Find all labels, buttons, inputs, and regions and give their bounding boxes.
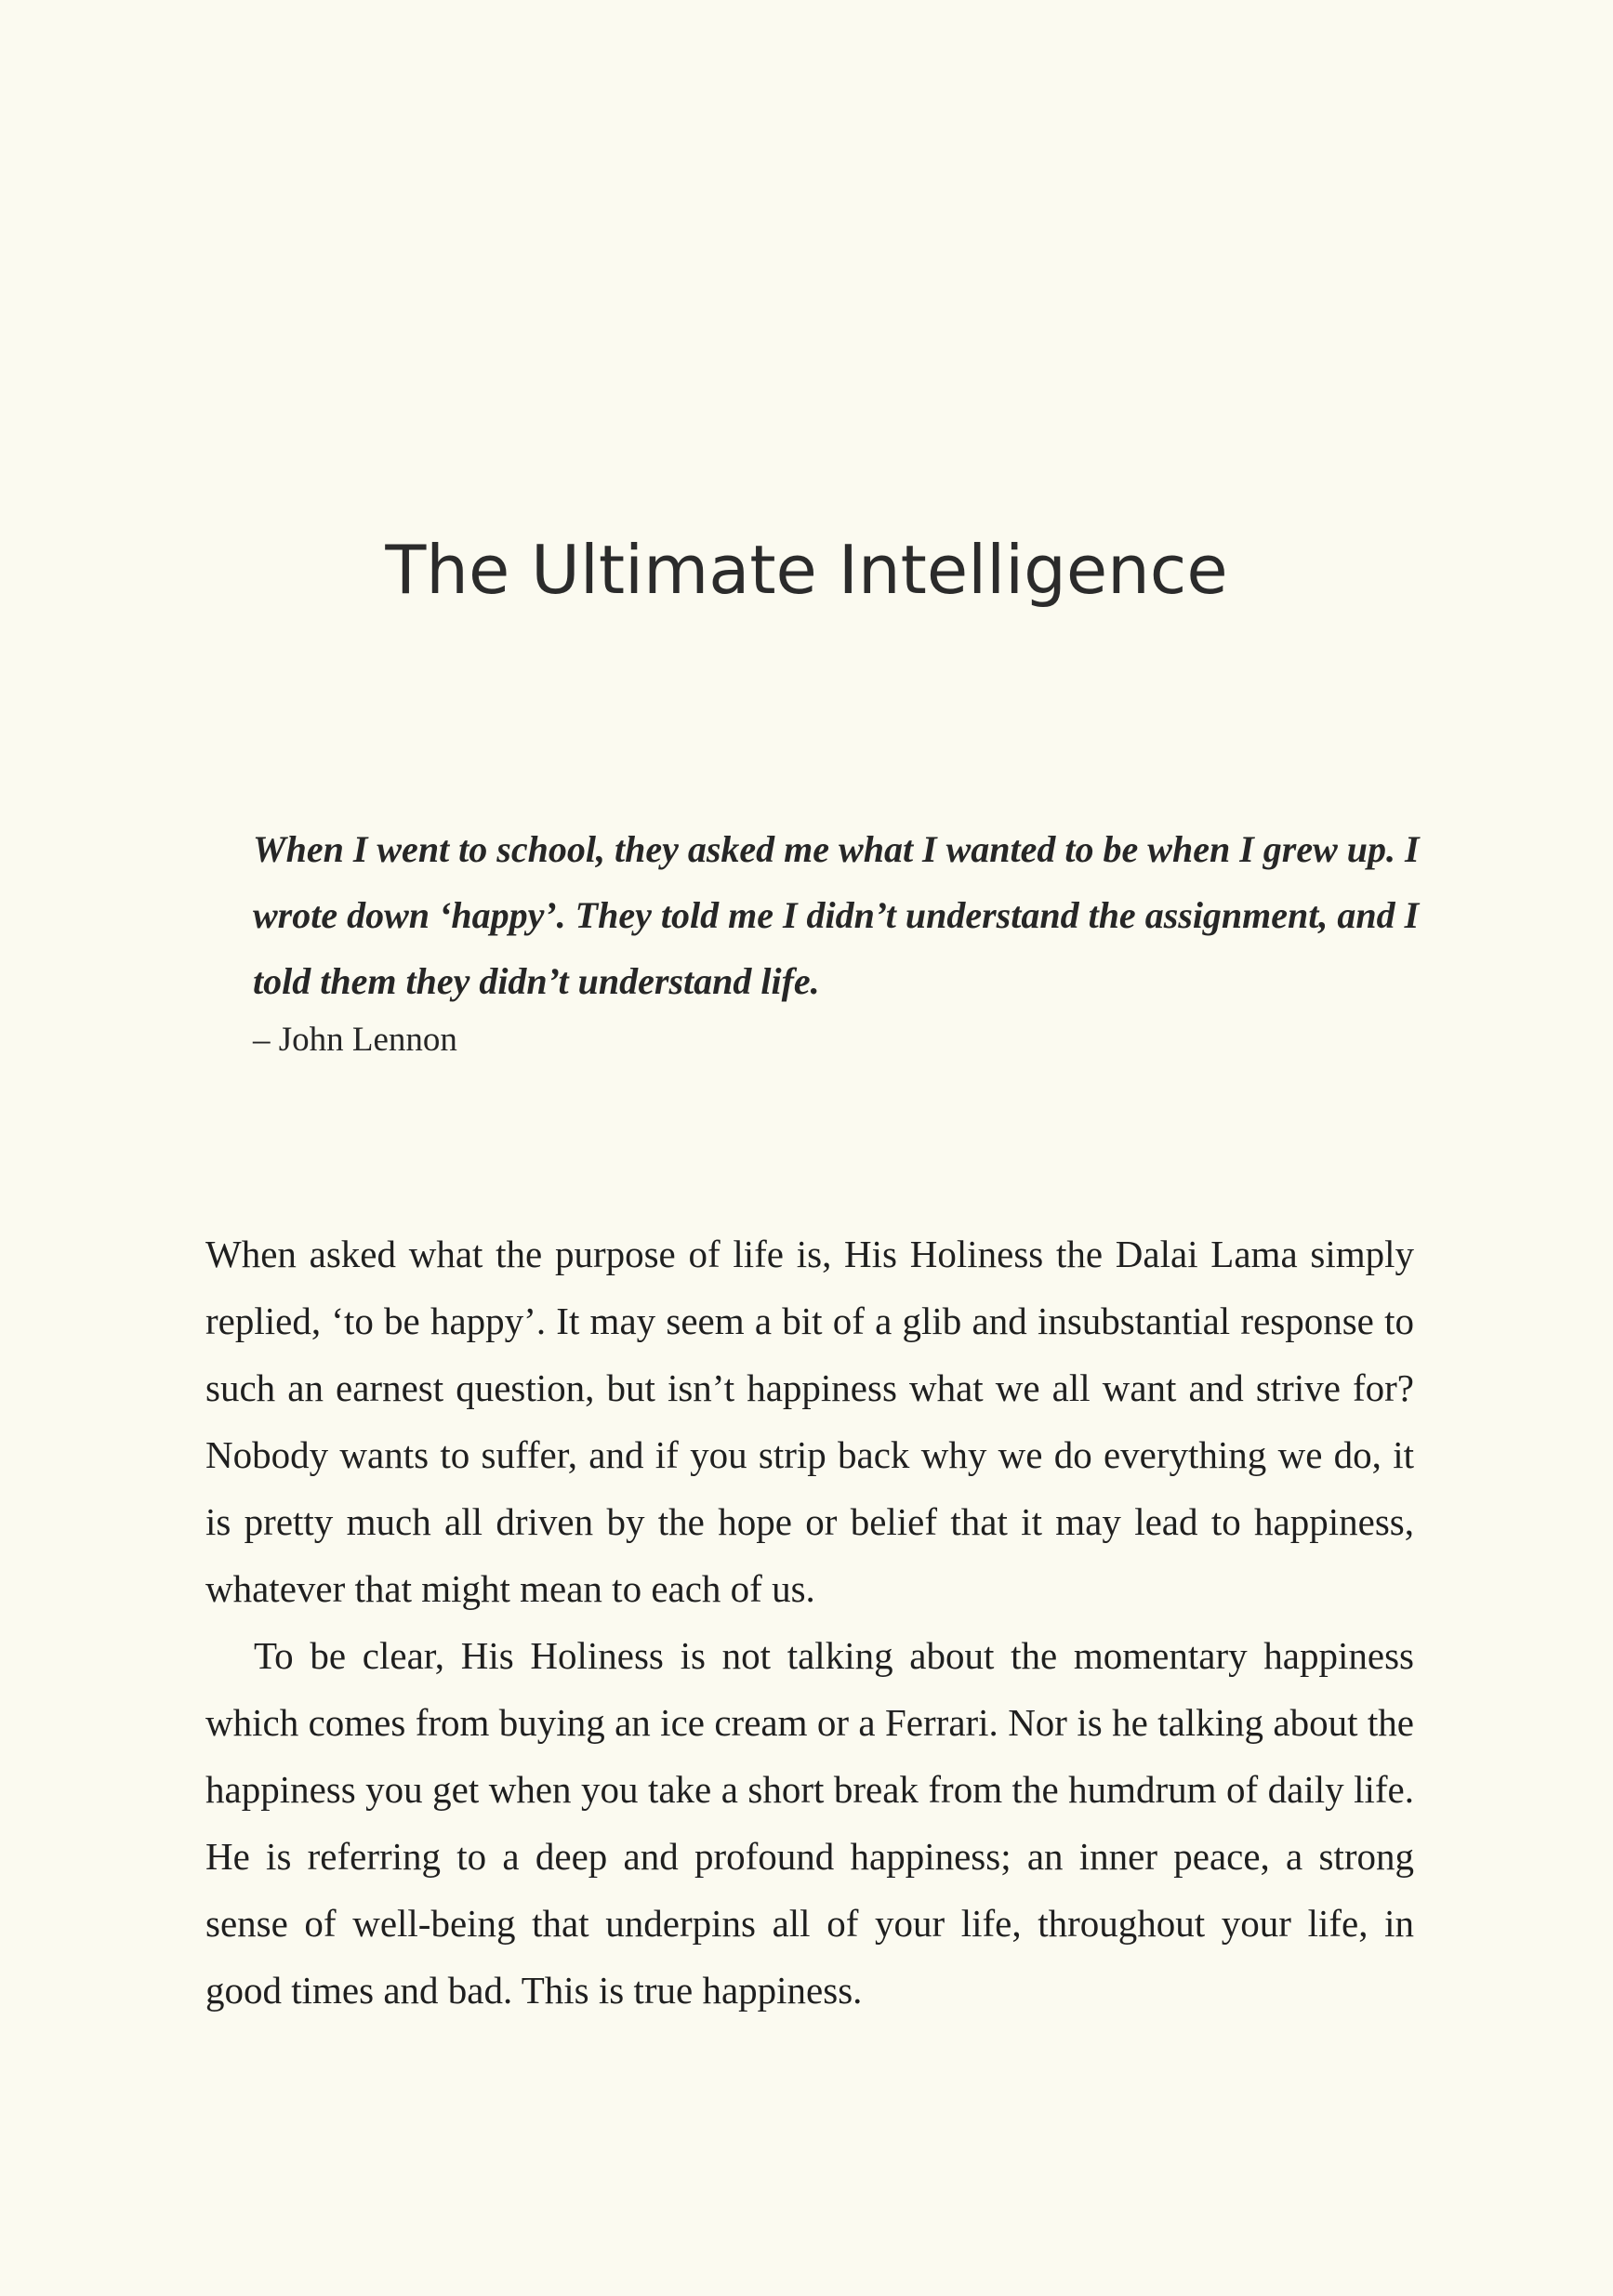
body-text: [205, 1221, 1414, 2024]
paragraph-2: To be clear, His Holiness is not talking about the momentary happiness which comes from buying an ice cream or a Ferrari. Nor is he talking about the happiness you get when you take a short break from the humdrum of daily life. He is referring to a deep and profound happiness; an inner peace, a strong sense of well-being that underpins all of your life, throughout your life, in good times and bad. This is true happiness.: [205, 1634, 1414, 2012]
epigraph-quote: When I went to school, they asked me what I wanted to be when I grew up. I wrote down ‘happy’. They told me I didn’t understand the assignment, and I told them they didn’t understand life.: [253, 828, 1420, 1002]
epigraph: [253, 816, 1424, 1068]
paragraph-1: When asked what the purpose of life is, His Holiness the Dalai Lama simply replied, ‘to be happy’. It may seem a bit of a glib and insubstantial response to such an earnest question, but isn’t happiness what we all want and strive for? Nobody wants to suffer, and if you strip back why we do everything we do, it is pretty much all driven by the hope or belief that it may lead to happiness, whatever that might mean to each of us.: [205, 1233, 1414, 1610]
chapter-title: The Ultimate Intelligence: [385, 531, 1228, 609]
epigraph-attribution: – John Lennon: [253, 1021, 457, 1059]
